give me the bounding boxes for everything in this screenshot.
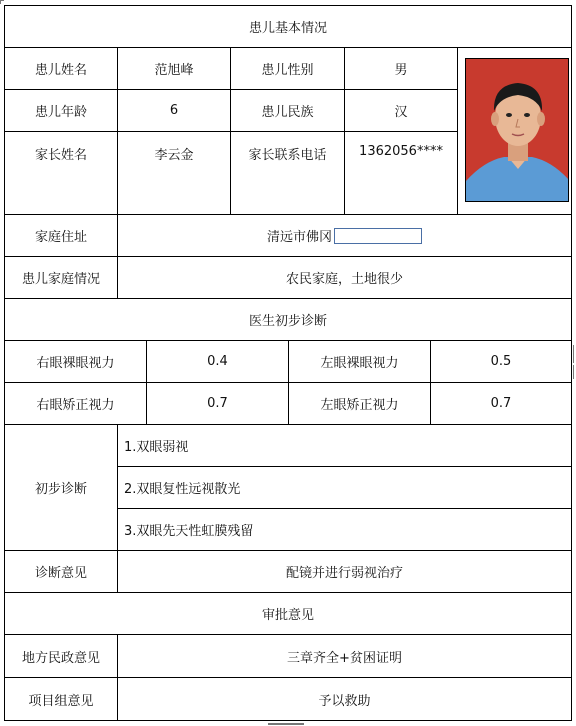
age-label-text: 患儿年龄 bbox=[34, 105, 87, 120]
left-corrected-label bbox=[288, 382, 431, 425]
phone-label bbox=[230, 131, 345, 215]
right-corrected-value-text: 0.7 bbox=[207, 396, 228, 411]
form-title-text: 患儿基本情况 bbox=[248, 21, 327, 36]
left-corrected-value-text: 0.7 bbox=[490, 396, 512, 411]
age-value bbox=[117, 89, 231, 132]
ethnicity-value bbox=[344, 89, 458, 132]
project-opinion-value bbox=[117, 677, 572, 721]
name-label-text: 患儿姓名 bbox=[34, 63, 87, 78]
left-naked-value-text: 0.5 bbox=[490, 354, 512, 369]
diagnosis-opinion-label-text: 诊断意见 bbox=[34, 566, 87, 581]
project-opinion-value-text: 予以救助 bbox=[318, 693, 371, 709]
parent-label-text: 家长姓名 bbox=[34, 148, 87, 163]
right-naked-label bbox=[4, 340, 147, 383]
patient-info-form bbox=[4, 5, 572, 721]
form-title bbox=[4, 5, 572, 48]
civil-opinion-value-text: 三章齐全+贫困证明 bbox=[287, 650, 402, 666]
parent-value-text: 李云金 bbox=[154, 148, 194, 163]
parent-label bbox=[4, 131, 118, 215]
age-label bbox=[4, 89, 118, 132]
family-value-text: 农民家庭，土地很少 bbox=[285, 272, 403, 287]
right-corrected-label bbox=[4, 382, 147, 425]
child-portrait-image bbox=[466, 59, 569, 202]
gender-value bbox=[344, 47, 458, 90]
page-edge-mark bbox=[573, 345, 574, 363]
left-corrected-label-text: 左眼矫正视力 bbox=[320, 398, 399, 413]
diagnosis-item bbox=[117, 466, 572, 509]
civil-opinion-label bbox=[4, 634, 118, 678]
address-value-text: 清远市佛冈 bbox=[266, 230, 332, 245]
name-value-text: 范旭峰 bbox=[154, 63, 194, 78]
address-label-text: 家庭住址 bbox=[34, 230, 87, 245]
age-value-text: 6 bbox=[169, 103, 179, 118]
parent-value bbox=[117, 131, 231, 215]
approval-section-title bbox=[4, 592, 572, 635]
diagnosis-item-text: 2.双眼复性远视散光 bbox=[124, 482, 241, 497]
right-naked-value-text: 0.4 bbox=[207, 354, 228, 369]
initial-diagnosis-label-text: 初步诊断 bbox=[34, 482, 87, 497]
initial-diagnosis-label bbox=[4, 424, 118, 551]
diagnosis-opinion-value bbox=[117, 550, 572, 593]
diagnosis-opinion-value-text: 配镜并进行弱视治疗 bbox=[285, 566, 403, 581]
diagnosis-section-title bbox=[4, 298, 572, 341]
civil-opinion-value bbox=[117, 634, 572, 678]
right-naked-label-text: 右眼裸眼视力 bbox=[36, 356, 115, 371]
page-bottom-mark bbox=[268, 723, 304, 725]
gender-label-text: 患儿性别 bbox=[261, 63, 314, 78]
address-value bbox=[117, 214, 572, 257]
page-edge-mark bbox=[573, 365, 574, 379]
diagnosis-opinion-label bbox=[4, 550, 118, 593]
diagnosis-item-text: 1.双眼弱视 bbox=[124, 440, 189, 455]
right-corrected-value bbox=[146, 382, 289, 425]
ethnicity-value-text: 汉 bbox=[394, 105, 408, 120]
name-value bbox=[117, 47, 231, 90]
family-label bbox=[4, 256, 118, 299]
left-corrected-value bbox=[430, 382, 572, 425]
approval-section-title-text: 审批意见 bbox=[261, 608, 314, 623]
ethnicity-label-text: 患儿民族 bbox=[261, 105, 314, 120]
gender-label bbox=[230, 47, 345, 90]
family-label-text: 患儿家庭情况 bbox=[21, 272, 100, 287]
left-naked-value bbox=[430, 340, 572, 383]
child-photo bbox=[465, 58, 569, 202]
address-redaction-box bbox=[334, 228, 422, 244]
gender-value-text: 男 bbox=[394, 63, 408, 78]
diagnosis-item bbox=[117, 424, 572, 467]
diagnosis-item bbox=[117, 508, 572, 551]
civil-opinion-label-text: 地方民政意见 bbox=[21, 650, 100, 666]
family-value bbox=[117, 256, 572, 299]
phone-value bbox=[344, 131, 458, 215]
diagnosis-section-title-text: 医生初步诊断 bbox=[248, 314, 327, 329]
diagnosis-item-text: 3.双眼先天性虹膜残留 bbox=[124, 524, 254, 539]
address-label bbox=[4, 214, 118, 257]
phone-label-text: 家长联系电话 bbox=[248, 148, 327, 163]
right-naked-value bbox=[146, 340, 289, 383]
project-opinion-label bbox=[4, 677, 118, 721]
page-corner-mark bbox=[0, 0, 1, 4]
right-corrected-label-text: 右眼矫正视力 bbox=[36, 398, 115, 413]
name-label bbox=[4, 47, 118, 90]
phone-value-text: 1362056**** bbox=[359, 144, 443, 159]
ethnicity-label bbox=[230, 89, 345, 132]
left-naked-label bbox=[288, 340, 431, 383]
left-naked-label-text: 左眼裸眼视力 bbox=[320, 356, 399, 371]
project-opinion-label-text: 项目组意见 bbox=[28, 693, 94, 709]
